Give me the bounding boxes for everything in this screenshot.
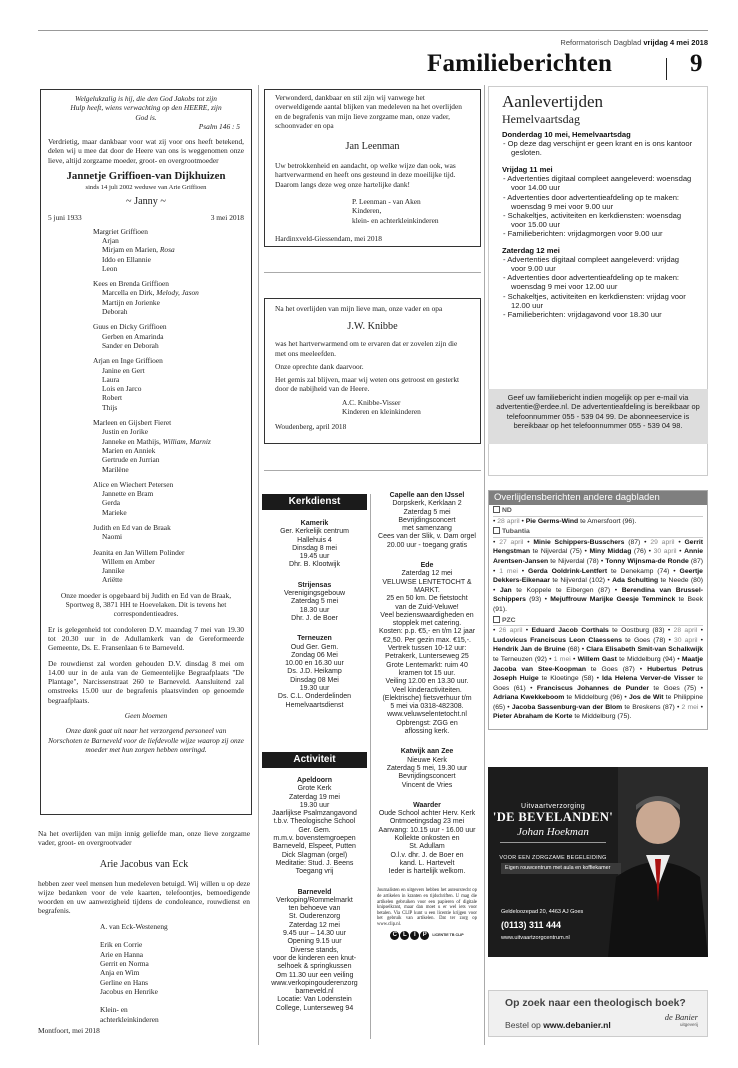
event-place: Kamerik: [300, 520, 329, 527]
family-member: Kinderen,: [352, 206, 382, 216]
event-line: Dick Slagman (orgel): [281, 851, 348, 859]
family-member: Anja en Wim: [100, 968, 140, 978]
family-list: [352, 197, 470, 225]
verse: Welgelukzalig is hij, die den God Jakobs tot zijn Hulp heeft, wiens verwachting op den HEERE, zijn God is.: [70, 94, 222, 122]
ad-address: Geldeloozepad 20, 4463 AJ Goes: [501, 909, 584, 915]
body-text: hebben zeer veel mensen hun medeleven betuigd. Wij willen u op deze wijze bedanken voor de vele kaarten, telefoontjes, bemoedigende woorden en uw aanwezigheid tijdens de condoleance, rouwdienst en begrafenis.: [38, 878, 250, 916]
event-line: Dhr. B. Klootwijk: [289, 561, 340, 569]
event-line: Hemelvaartsdienst: [285, 701, 344, 709]
event-line: Ds. C.L. Onderdelinden: [277, 693, 352, 701]
deceased-name: Jannetje Griffioen-van Dijkhuizen: [66, 170, 226, 183]
intro-text: Na het overlijden van mijn lieve man, onze vader en opa: [275, 304, 443, 313]
ad-site[interactable]: www.debanier.nl: [543, 1020, 611, 1030]
source-tubantia: Tubantia: [493, 527, 703, 538]
family-list: [48, 227, 244, 585]
paper-date: vrijdag 4 mei 2018: [643, 38, 708, 47]
source-pzc: PZC: [493, 616, 703, 627]
dates: [48, 213, 244, 222]
event-line: Verkoping/Rommelmarkt: [276, 896, 353, 904]
thanks-van-eck: [36, 826, 252, 1036]
event-line: Kollekte onkosten en: [394, 834, 460, 842]
family-head: Kees en Brenda Griffioen: [93, 279, 169, 289]
family-member: Gerline en Hans: [100, 977, 149, 987]
pzc-entries: • 26 april • Eduard Jacob Corthals te Oostburg (83) • 28 april • Ludovicus Franciscus Leon Claessens te Goes (78) • 30 april • Hendrik Jan de Bruine (68) • Clara Elisabeth Smit-van Schalkwijk te Terneuzen (92) • 1 mei • Willem Gast te Middelburg (94) • Maatje Jacoba van Stee-Koopman te Goes (87) • Hubertus Petrus Joseph Huige te Kloetinge (58) • Ida Helena Verver-de Visser te Goes (61) • Franciscus Johannes de Punder te Goes (75) • Adriana Kwekkeboom te Middelburg (96) • Jos de Wit te Philippine (65) • Jacoba Sassenburg-van der Blom te Breskens (87) • 2 mei • Pieter Abraham de Korte te Middelburg (75).: [493, 627, 704, 721]
event-item: [262, 520, 367, 570]
event-line: Jaarlijkse Psalmzangavond: [272, 810, 357, 818]
event-line: VELUWSE LENTETOCHT &: [382, 578, 472, 586]
activiteit-right-list: [372, 748, 482, 876]
event-line: Bevrijdingsconcert: [398, 773, 456, 781]
event-line: Vincent de Vries: [401, 781, 453, 789]
family-member: klein- en achterkleinkinderen: [352, 215, 439, 225]
family-member: Jannike: [102, 566, 125, 576]
birth-date: 5 juni 1933: [48, 213, 82, 223]
bevelanden-ad[interactable]: [488, 767, 708, 957]
top-rule: [38, 30, 708, 31]
event-line: Zaterdag 5 mei: [403, 508, 451, 516]
family-member: Leon: [102, 263, 118, 273]
event-line: Cees van der Slik, v. Dam orgel: [378, 533, 476, 541]
event-line: MARKT.: [414, 586, 440, 594]
event-item: [372, 802, 482, 877]
event-place: Apeldoorn: [297, 777, 332, 784]
event-line: (Elektrische) fietsverhuur t/m: [382, 694, 472, 702]
event-line: 19.45 uur: [299, 553, 330, 561]
event-line: www.verkopingouderenzorg: [271, 979, 358, 987]
event-line: St. Adullam: [409, 843, 445, 851]
family-member: Thijs: [102, 402, 118, 412]
event-line: Bevrijdingsconcert: [398, 516, 456, 524]
event-line: Zaterdag 5 mei, 19.30 uur: [386, 764, 468, 772]
family-head: Marleen en Gijsbert Fieret: [93, 418, 172, 428]
thanks-text: Onze dank gaat uit naar het verzorgend personeel van Norschoten te Barneveld voor de liefdevolle wijze waarop zij onze moeder met hun zorgen hebben omringd.: [48, 726, 244, 754]
ad-kicker: Uitvaartverzorging: [521, 803, 585, 810]
divider: [264, 470, 481, 471]
event-line: Kosten: p.p. €5,- en t/m 12 jaar: [378, 628, 476, 636]
event-line: Om 11.30 uur een veiling: [275, 971, 354, 979]
event-line: met samenzang: [402, 525, 452, 533]
event-line: ten behoeve van: [288, 905, 341, 913]
event-line: selhoek & springkussen: [277, 963, 352, 971]
obituaries-heading: Overlijdensberichten andere dagbladen: [489, 491, 707, 505]
disclaimer: Journalisten en uitgevers hebben het auteursrecht op de artikelen in kranten en tijdschriften. U mag die artikelen gebruiken voor een papieren of digitale knipselkrant, maar dan moet u er wel iets voor betalen. Via CLIP kunt u een licentie krijgen voor het gebruik van artikelen. Dat ter zorg op www.clip.nl.: [377, 888, 477, 928]
event-line: Oude School achter Herv. Kerk: [378, 810, 476, 818]
family-member: Marilène: [102, 464, 129, 474]
section-item: - Schakeltjes, activiteiten en kerkdiensten: vrijdag voor 12.00 uur: [503, 291, 686, 310]
event-item: [372, 748, 482, 789]
nd-entries: • 28 april • Pie Germs-Wind te Amersfoort (96).: [493, 517, 637, 525]
place-date: Hardinxveld-Giessendam, mei 2018: [275, 233, 382, 243]
ad-question: Op zoek naar een theologisch boek?: [505, 998, 686, 1009]
event-place: Strijensas: [297, 581, 332, 589]
other-papers-obituaries: [488, 490, 708, 730]
event-line: t.b.v. Theologische School: [273, 818, 356, 826]
event-line: aflossing kerk.: [404, 728, 450, 736]
event-line: 19.30 uur: [299, 801, 330, 809]
event-place: Ede: [420, 562, 434, 570]
family-group: [93, 548, 244, 585]
section-heading: Vrijdag 11 mei: [502, 165, 553, 175]
care-text: Onze moeder is opgebaard bij Judith en Ed van de Braak, Sportweg 8, 3871 HH te Hoevelaken. Dit is tevens het correspondentieadres.: [60, 590, 232, 619]
source-nd: ND: [493, 506, 703, 517]
family-member: Arjan: [102, 235, 119, 245]
family-member: A. van Eck-Westeneng: [100, 921, 168, 931]
section-item: - Familieberichten: vrijdagavond voor 18.30 uur: [503, 309, 662, 319]
condolence-text: Er is gelegenheid tot condoleren D.V. maandag 7 mei van 19.30 tot 20.30 uur in de Adullamkerk van de Gereformeerde Gemeente, Ds. E. Fransenlaan 6 te Barneveld.: [48, 624, 244, 653]
event-line: Zaterdag 19 mei: [289, 793, 340, 801]
section-item: - Op deze dag verschijnt er geen krant en is ons kantoor gesloten.: [503, 139, 693, 158]
family-group: [93, 227, 244, 273]
nickname: ~ Janny ~: [126, 196, 166, 208]
event-line: Verenigingsgebouw: [283, 590, 346, 598]
body-text-1: was het hartverwarmend om te ervaren dat er zovelen zijn die met ons meeleefden.: [275, 339, 458, 358]
copyright-notice: [372, 888, 482, 927]
column-rule: [370, 494, 371, 1039]
event-line: Zaterdag 12 mei: [401, 570, 453, 578]
section-heading: Zaterdag 12 mei: [502, 246, 560, 256]
thanks-knibbe: [264, 298, 481, 444]
event-place: Capelle aan den IJssel: [389, 492, 465, 499]
clip-sub: LICENTIE TB CLIP: [432, 933, 464, 938]
event-line: 9.45 uur – 14.30 uur: [282, 930, 347, 938]
event-line: Ger. Kerkelijk centrum: [280, 528, 349, 536]
family-group: [93, 322, 244, 350]
family-group: [93, 418, 244, 474]
family-list: [100, 922, 250, 1024]
debanier-logo: de Banier uitgeverij: [664, 1012, 698, 1027]
event-line: Dinsdag 08 Mei: [290, 676, 339, 684]
event-item: [262, 889, 367, 1013]
notice-sections: [502, 130, 695, 319]
intro-text: Verdrietig, maar dankbaar voor wat zij voor ons heeft betekend, delen wij u mee dat door de Heere van ons is weggenomen onze lieve, altijd zorgzame moeder, groot- en overgrootmoeder: [48, 137, 244, 165]
event-line: Barneveld, Elspeet, Putten: [273, 843, 356, 851]
family-member: Naomi: [102, 532, 123, 542]
event-line: Toegang vrij: [295, 868, 334, 876]
event-line: St. Ouderenzorg: [288, 913, 341, 921]
family-member: Deborah: [102, 307, 128, 317]
intro-text: Na het overlijden van mijn innig geliefde man, onze lieve zorgzame vader, groot- en overgrootvader: [38, 829, 250, 848]
family-head: Guus en Dicky Griffioen: [93, 322, 167, 332]
family-member: Klein- en: [100, 1005, 128, 1015]
event-line: Aanvang: 10.15 uur - 16.00 uur: [378, 826, 476, 834]
debanier-ad[interactable]: [488, 990, 708, 1037]
event-line: €2,50. Per gezin max. €15,-.: [383, 636, 471, 644]
family-head: Jeanita en Jan Willem Polinder: [93, 547, 185, 557]
kerkdienst-left-list: [262, 520, 367, 710]
family-member: Gerrit en Norma: [100, 958, 149, 968]
death-date: 3 mei 2018: [210, 213, 244, 223]
event-item: [262, 635, 367, 710]
family-member: [100, 996, 250, 1005]
column-rule: [484, 85, 485, 1045]
section-item: - Advertenties door advertentieafdeling op te maken: woensdag 9 mei voor 12.00 uur: [503, 273, 680, 292]
kerkdienst-column: [262, 494, 367, 722]
verse-ref: Psalm 146 : 5: [198, 121, 240, 131]
deceased-name: Arie Jacobus van Eck: [99, 858, 189, 870]
event-line: Oud Ger. Gem.: [290, 643, 339, 651]
family-member: Justin en Jorike: [102, 427, 148, 437]
ad-tagline: VOOR EEN ZORGZAME BEGELEIDING: [499, 855, 607, 861]
family-member: Gertrude en Jurrian: [102, 455, 160, 465]
event-line: kand. L. Hartevelt: [399, 859, 455, 867]
notice-subtitle: Hemelvaartsdag: [502, 112, 580, 126]
no-flowers: Geen bloemen: [124, 711, 168, 721]
section-item: - Advertenties digitaal compleet aangeleverd: vrijdag voor 9.00 uur: [503, 255, 680, 274]
family-member: Kinderen en kleinkinderen: [342, 407, 421, 417]
family-member: Janneke en Mathijs, William, Marniz: [102, 436, 211, 446]
family-member: achterkleinkinderen: [100, 1014, 159, 1024]
event-place: Waarder: [413, 801, 441, 809]
event-line: 20.00 uur - toegang gratis: [386, 541, 468, 549]
section-item: - Familieberichten: vrijdagmorgen voor 9.00 uur: [503, 228, 663, 238]
event-line: Locatie: Van Lodenstein: [277, 996, 352, 1004]
event-line: Diverse stands,: [290, 946, 339, 954]
family-member: [100, 931, 250, 940]
event-line: Hallehuis 4: [297, 536, 332, 544]
family-member: Marieke: [102, 507, 127, 517]
notice-section: [502, 246, 695, 319]
deceased-name: Jan Leenman: [345, 141, 400, 153]
kerkdienst-right: [372, 492, 482, 940]
event-line: Zaterdag 12 mei: [289, 921, 340, 929]
event-item: [262, 777, 367, 877]
event-line: Veiling 12.00 en 13.30 uur.: [385, 678, 469, 686]
place-date: Woudenberg, april 2018: [275, 422, 347, 432]
family-member: Janine en Gert: [102, 365, 145, 375]
event-line: Zondag 06 Mei: [291, 651, 338, 659]
notice-footer: Geef uw familiebericht indien mogelijk op per e-mail via advertentie@erdee.nl. De advertentieafdeling is bereikbaar op telefoonnummer 055 - 539 04 99. De abonneeservice is bereikbaar op het telefoonnummer 055 - 539 04 98.: [488, 389, 708, 444]
family-group: [93, 356, 244, 412]
event-line: Opbrengst: ZGG en: [396, 719, 458, 727]
event-line: Opening 9.15 uur: [287, 938, 342, 946]
event-line: www.veluwselentetocht.nl: [387, 711, 467, 719]
paper-name: Reformatorisch Dagblad: [560, 38, 642, 47]
event-line: voor de kinderen een knut-: [272, 954, 357, 962]
family-head: Alice en Wiechert Petersen: [93, 479, 174, 489]
notice-section: [502, 165, 695, 238]
activiteit-left-list: [262, 777, 367, 1013]
event-item: [372, 562, 482, 736]
event-line: Grote Kerk: [297, 785, 332, 793]
event-item: [372, 492, 482, 550]
notice-section: [502, 130, 695, 157]
family-member: Laura: [102, 374, 120, 384]
event-place: Katwijk aan Zee: [400, 748, 454, 756]
event-line: Dorpskerk, Kerklaan 2: [392, 500, 462, 508]
family-member: Mirjam en Marien, Rosa: [102, 245, 175, 255]
kerkdienst-heading: Kerkdienst: [262, 494, 367, 510]
widow-note: sinds 14 juli 2002 weduwe van Arie Griffioen: [85, 184, 207, 192]
event-line: 18.30 uur: [299, 606, 330, 614]
page-number: 9: [690, 50, 703, 77]
family-member: P. Leenman - van Aken: [352, 197, 421, 207]
event-line: m.m.v. bovenstemgroepen: [273, 835, 356, 843]
event-line: 5 mei via 0318-482308.: [390, 703, 464, 711]
event-line: Grote Lentemarkt: ruim 40: [386, 661, 468, 669]
ad-website: www.uitvaartzorgcentrum.nl: [501, 935, 570, 941]
family-group: [93, 480, 244, 517]
family-member: Iddo en Ellannie: [102, 254, 151, 264]
divider: [264, 272, 481, 273]
ad-person: Johan Hoekman: [517, 826, 589, 838]
body-text: Uw betrokkenheid en aandacht, op welke wijze dan ook, was hartverwarmend en heeft ons gesteund in deze moeilijke tijd. Daarom langs deze weg onze hartelijke dank!: [275, 161, 456, 189]
deceased-name: J.W. Knibbe: [347, 321, 398, 333]
intro-text: Verwonderd, dankbaar en stil zijn wij vanwege het overweldigende aantal blijken van medeleven na het overlijden en de begrafenis van mijn lieve zorgzame man, onze vader, schoonvader en opa: [275, 93, 462, 130]
family-member: Marien en Anniek: [102, 445, 156, 455]
family-member: Gerda: [102, 498, 121, 508]
event-line: Ontmoetingsdag 23 mei: [389, 818, 465, 826]
section-item: - Schakeltjes, activiteiten en kerkdiensten: woensdag voor 15.00 uur: [503, 210, 682, 229]
event-line: 10.00 en 16.30 uur: [285, 660, 344, 668]
family-list: [342, 398, 470, 417]
family-head: Judith en Ed van de Braak: [93, 522, 171, 532]
body-text-3: Het gemis zal blijven, maar wij weten ons getroost en gesterkt door de nabijheid van de Heere.: [275, 375, 460, 394]
family-member: Robert: [102, 393, 123, 403]
event-line: barneveld.nl: [295, 988, 334, 996]
obituary-griffioen: [40, 89, 252, 815]
activiteit-column: [262, 752, 367, 1025]
page-title: Familieberichten: [427, 50, 613, 77]
place-date: Montfoort, mei 2018: [38, 1026, 100, 1036]
ad-tagline-2: Eigen rouwcentrum met aula en koffiekamer: [501, 863, 621, 874]
family-member: Willem en Amber: [102, 556, 155, 566]
ad-order: Bestel op www.debanier.nl: [505, 1020, 611, 1030]
column-rule: [258, 85, 259, 1045]
family-member: Lois en Jarco: [102, 384, 142, 394]
body-text-2: Onze oprechte dank daarvoor.: [275, 361, 364, 371]
family-member: Jacobus en Henrike: [100, 986, 158, 996]
kerkdienst-right-list: [372, 492, 482, 736]
family-group: [93, 523, 244, 542]
event-line: 19.30 uur: [299, 685, 330, 693]
paper-info: [560, 38, 708, 47]
event-line: van de Zuid-Veluwe!: [395, 603, 459, 611]
service-text: De rouwdienst zal worden gehouden D.V. dinsdag 8 mei om 14.00 uur in de aula van de Gemeentelijke Begraafplaats "De Plantage", Narcissenstraat 260 te Barneveld. Aansluitend zal omstreeks 15.00 uur de begrafenis plaatsvinden op genoemde begraafplaats.: [48, 658, 244, 705]
ad-name: 'DE BEVELANDEN': [492, 810, 614, 824]
event-line: kramen tot 15 uur.: [398, 669, 456, 677]
family-member: Erik en Corrie: [100, 940, 143, 950]
family-member: Marcella en Dirk, Melody, Jason: [102, 288, 199, 298]
family-member: Arie en Hanna: [100, 949, 144, 959]
event-line: Ger. Gem.: [298, 826, 331, 834]
notice-title: Aanlevertijden: [502, 92, 604, 111]
event-line: Ieder is hartelijk welkom.: [388, 868, 466, 876]
family-head: Margriet Griffioen: [93, 226, 148, 236]
activiteit-heading: Activiteit: [262, 752, 367, 768]
family-group: [93, 279, 244, 316]
family-member: A.C. Knibbe-Visser: [342, 397, 401, 407]
family-member: Martijn en Jorienke: [102, 297, 160, 307]
thanks-leenman: [264, 89, 481, 247]
event-place: Terneuzen: [297, 635, 332, 643]
event-line: Dhr. J. de Boer: [291, 614, 338, 622]
event-line: Veel kinderactiviteiten.: [392, 686, 462, 694]
section-item: - Advertenties digitaal compleet aangeleverd: woensdag voor 14.00 uur: [503, 174, 692, 193]
event-line: O.l.v. dhr. J. de Boer en: [390, 851, 464, 859]
clip-mark-icon: C L I P: [390, 931, 429, 940]
ad-phone: (0113) 311 444: [501, 920, 562, 930]
event-line: Veel bezienswaardigheden en: [380, 611, 474, 619]
event-line: Dinsdag 8 mei: [292, 544, 337, 552]
family-head: Arjan en Inge Griffioen: [93, 356, 163, 366]
event-line: 25 en 50 km. De fietstocht: [386, 595, 468, 603]
event-line: Nieuwe Kerk: [407, 756, 447, 764]
event-item: [262, 582, 367, 623]
event-line: College, Lunterseweg 94: [275, 1004, 354, 1012]
event-line: Vertrek tussen 10-12 uur:: [387, 645, 467, 653]
event-line: Meditatie: Stud. J. Beens: [275, 859, 354, 867]
header-divider: [666, 58, 667, 80]
family-member: Gerben en Amarinda: [102, 331, 164, 341]
section-heading: Donderdag 10 mei, Hemelvaartsdag: [502, 130, 631, 139]
family-member: Ariëtte: [102, 575, 123, 585]
event-place: Barneveld: [297, 888, 332, 896]
family-member: Sander en Deborah: [102, 340, 159, 350]
event-line: Petrakerk, Lunterseweg 25: [385, 653, 469, 661]
section-item: - Advertenties door advertentieafdeling op te maken: woensdag 9 mei voor 9.00 uur: [503, 192, 680, 211]
event-line: stopplek met catering.: [392, 620, 462, 628]
event-line: Zaterdag 5 mei: [290, 598, 339, 606]
event-line: Ds. J.D. Heikamp: [287, 668, 342, 676]
tubantia-entries: • 27 april • Minie Schippers-Busschers (87) • 29 april • Gerrit Hengstman te Nijverdal (75) • Miny Middag (76) • 30 april • Annie Arentsen-Jansen te Nijverdal (78) • Tonny Wijnsma-de Ronde (87) • 1 mei • Gerda Ooldrink-Lentfert te Denekamp (74) • Geertje Dekkers-Eikenaar te Nijverdal (102) • Ada Schulting te Neede (80) • Jan te Koppele te Eibergen (87) • Berendina van Brussel-Schippers (93) • Mejuffrouw Marijke Geesje Temminck te Beek (91).: [493, 538, 704, 613]
family-member: Jannette en Bram: [102, 489, 154, 499]
clip-logo: [372, 931, 482, 940]
